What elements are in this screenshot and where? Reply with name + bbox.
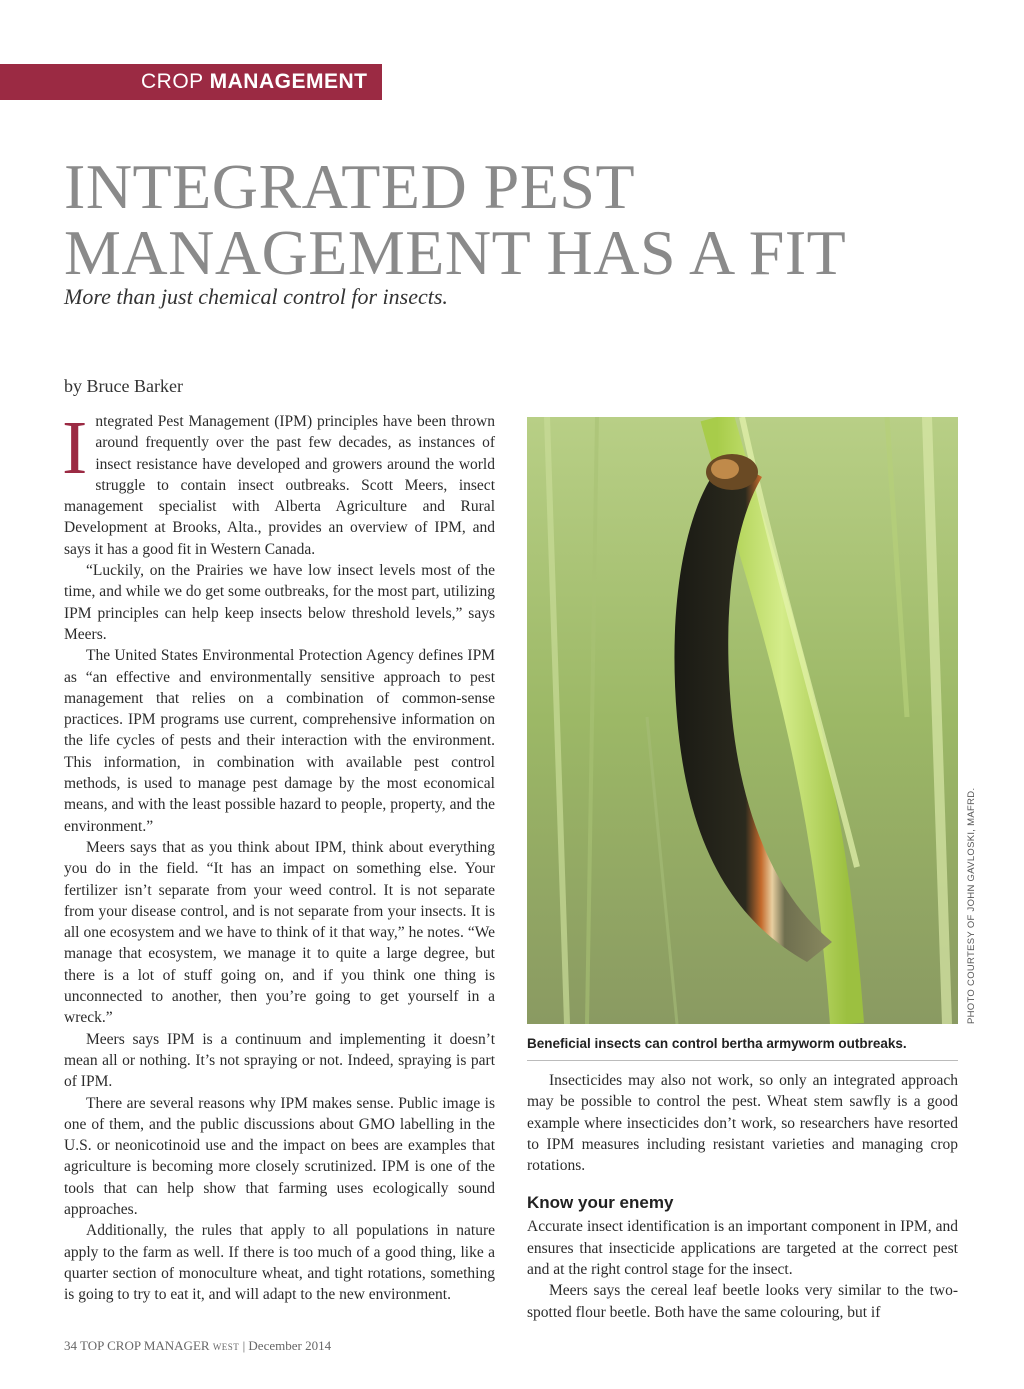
paragraph-text: ntegrated Pest Management (IPM) principles have been thrown around frequently over the past few decades, as instances of insect resistance have developed and growers around the world struggle to contain insect outbreaks. Scott Meers, insect management specialist with Alberta Agriculture and Rural Development at Brooks, Alta., provides an overview of IPM, and says it has a good fit in Western Canada. bbox=[64, 413, 495, 558]
subhead: Know your enemy bbox=[527, 1193, 674, 1213]
paragraph: Meers says that as you think about IPM, think about everything you do in the field. “It has an impact on something else. Your fertilizer isn’t separate from your weed control. It is not separate from your disease control, and is not separate from your insects. It is all one ecosystem and we have to think of it that way,” he notes. “We manage that ecosystem, we manage it to quite a large degree, but there is a lot of stuff going on, and if you think one thing is unconnected to another, then you’re going to get yourself in a wreck.” bbox=[64, 838, 495, 1027]
paragraph: Insecticides may also not work, so only an integrated approach may be possible to control the pest. Wheat stem sawfly is a good example where insecticides don’t work, so researchers have resorted to IPM measures including resistant varieties and managing crop rotations. bbox=[527, 1072, 958, 1175]
photo-credit: PHOTO COURTESY OF JOHN GAVLOSKI, MAFRD. bbox=[966, 787, 977, 1024]
page-footer bbox=[64, 1338, 331, 1354]
page-number: 34 bbox=[64, 1338, 77, 1353]
paragraph: Meers says the cereal leaf beetle looks very similar to the two-spotted flour beetle. Both have the same colouring, but if bbox=[527, 1282, 958, 1321]
magazine-name: TOP CROP MANAGER bbox=[80, 1338, 210, 1353]
paragraph: The United States Environmental Protection Agency defines IPM as “an effective and environmentally sensitive approach to pest management that relies on a combination of common-sense practices. IPM programs use current, comprehensive information on the life cycles of pests and their interaction with the environment. This information, in combination with available pest control methods, is used to manage pest damage by the most economical means, and with the least possible hazard to people, property, and the environment.” bbox=[64, 647, 495, 835]
caption-divider bbox=[527, 1060, 958, 1061]
drop-cap: I bbox=[62, 406, 88, 490]
paragraph: Additionally, the rules that apply to all populations in nature apply to the farm as well. If there is too much of a good thing, like a quarter section of monoculture wheat, and tight rotations, something is going to try to eat it, and will adapt to the new environment. bbox=[64, 1222, 495, 1304]
section-label-bar bbox=[0, 64, 382, 100]
headline-line-2: MANAGEMENT HAS A FIT bbox=[64, 217, 847, 288]
footer-separator: | bbox=[242, 1338, 246, 1353]
section-label-bold: MANAGEMENT bbox=[209, 70, 368, 93]
photo-caption: Beneficial insects can control bertha armyworm outbreaks. bbox=[527, 1036, 907, 1051]
paragraph: “Luckily, on the Prairies we have low insect levels most of the time, and while we do get some outbreaks, for the most part, utilizing IPM principles can help keep insects below threshold levels,” says Meers. bbox=[64, 562, 495, 643]
paragraph: Accurate insect identification is an important component in IPM, and ensures that insecticide applications are targeted at the correct pest and at the right control stage for the insect. bbox=[527, 1218, 958, 1279]
headline-line-1: INTEGRATED PEST bbox=[64, 151, 636, 222]
article-headline bbox=[64, 151, 964, 288]
paragraph: Meers says IPM is a continuum and implementing it doesn’t mean all or nothing. It’s not spraying or not. Indeed, spraying is part of IPM. bbox=[64, 1030, 495, 1091]
armyworm-photo bbox=[527, 417, 958, 1024]
right-column bbox=[527, 1070, 958, 1323]
section-label-light: CROP bbox=[141, 70, 210, 93]
magazine-edition: WEST bbox=[212, 1342, 240, 1352]
issue-date: December 2014 bbox=[248, 1338, 332, 1353]
byline: by Bruce Barker bbox=[64, 376, 183, 396]
paragraph: There are several reasons why IPM makes sense. Public image is one of them, and the public discussions about GMO labelling in the U.S. or neonicotinoid use and the impact on bees are examples that agriculture is becoming more closely scrutinized. IPM is one of the tools that can help show that farming uses ecologically sound approaches. bbox=[64, 1094, 495, 1218]
caterpillar-illustration bbox=[527, 417, 958, 1024]
article-deck: More than just chemical control for insects. bbox=[64, 284, 448, 309]
paragraph bbox=[62, 406, 495, 560]
left-column bbox=[62, 406, 495, 1305]
